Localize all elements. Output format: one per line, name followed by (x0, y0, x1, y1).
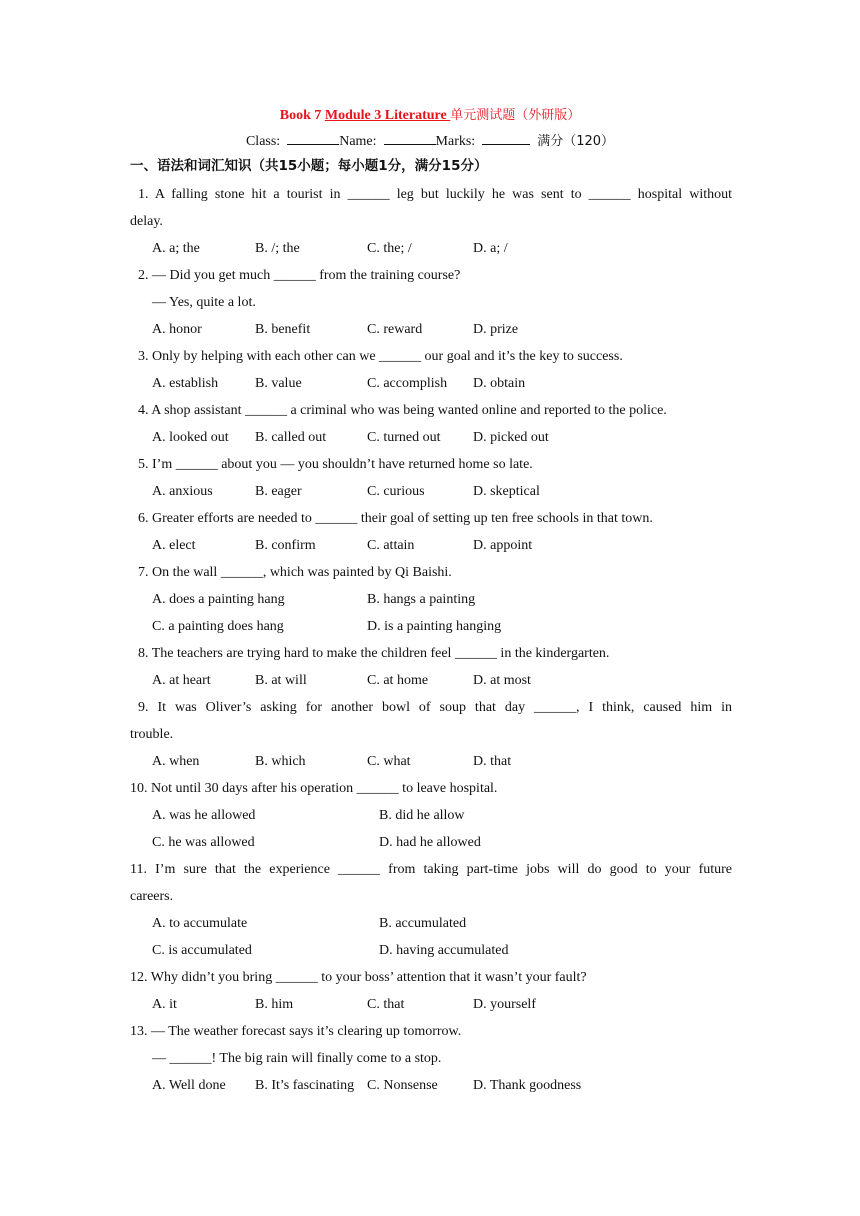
answer-option: A. to accumulate (152, 916, 248, 931)
full-score: 满分（120） (537, 134, 615, 149)
answer-option: D. is a painting hanging (367, 619, 502, 634)
section-heading: 一、语法和词汇知识（共15小题；每小题1分，满分15分） (130, 158, 488, 174)
answer-option: D. skeptical (473, 484, 540, 499)
answer-option: B. value (255, 376, 302, 391)
answer-option: C. the; / (367, 241, 412, 256)
question-stem: 10. Not until 30 days after his operation ______ to leave hospital. (130, 781, 498, 796)
answer-option: D. that (473, 754, 512, 769)
title-module: Module 3 Literature (324, 108, 451, 123)
class-blank (287, 132, 339, 145)
answer-option: B. called out (255, 430, 327, 445)
answer-option: A. looked out (152, 430, 229, 445)
answer-option: C. he was allowed (152, 835, 255, 850)
answer-option: D. a; / (473, 241, 508, 256)
answer-option: D. having accumulated (379, 943, 509, 958)
question-stem: 5. I’m ______ about you — you shouldn’t have returned home so late. (138, 457, 533, 472)
answer-option: B. hangs a painting (367, 592, 476, 607)
answer-option: D. picked out (473, 430, 549, 445)
question-stem: 6. Greater efforts are needed to ______ their goal of setting up ten free schools in that town. (138, 511, 653, 526)
answer-option: D. at most (473, 673, 531, 688)
answer-option: A. a; the (152, 241, 200, 256)
answer-option: D. obtain (473, 376, 526, 391)
answer-option: C. a painting does hang (152, 619, 284, 634)
answer-option: D. Thank goodness (473, 1078, 582, 1093)
answer-option: A. was he allowed (152, 808, 256, 823)
answer-option: C. Nonsense (367, 1078, 438, 1093)
question-stem: 2. — Did you get much ______ from the training course? (138, 268, 461, 283)
answer-option: C. that (367, 997, 405, 1012)
answer-option: C. is accumulated (152, 943, 252, 958)
answer-option: B. benefit (255, 322, 311, 337)
question-stem: 4. A shop assistant ______ a criminal who was being wanted online and reported to the police. (138, 403, 667, 418)
question-stem-continued: careers. (130, 889, 174, 904)
answer-option: C. curious (367, 484, 425, 499)
answer-option: B. accumulated (379, 916, 467, 931)
answer-option: D. yourself (473, 997, 536, 1012)
answer-option: B. did he allow (379, 808, 465, 823)
marks-blank (482, 132, 530, 145)
answer-option: C. accomplish (367, 376, 448, 391)
question-stem: 12. Why didn’t you bring ______ to your boss’ attention that it wasn’t your fault? (130, 970, 587, 985)
question-stem: 9. It was Oliver’s asking for another bowl of soup that day ______, I think, caused him in (138, 700, 732, 715)
answer-option: A. Well done (152, 1078, 226, 1093)
answer-option: D. had he allowed (379, 835, 481, 850)
answer-option: A. when (152, 754, 200, 769)
document-title (0, 107, 860, 125)
answer-option: D. prize (473, 322, 519, 337)
answer-option: C. turned out (367, 430, 441, 445)
question-reply: — Yes, quite a lot. (152, 295, 256, 310)
answer-option: C. at home (367, 673, 429, 688)
answer-option: A. does a painting hang (152, 592, 285, 607)
name-label: Name: (339, 134, 377, 149)
question-stem: 8. The teachers are trying hard to make the children feel ______ in the kindergarten. (138, 646, 610, 661)
question-stem: 7. On the wall ______, which was painted by Qi Baishi. (138, 565, 452, 580)
answer-option: A. honor (152, 322, 202, 337)
question-stem: 1. A falling stone hit a tourist in ______ leg but luckily he was sent to ______ hospital without (138, 187, 732, 202)
question-stem: 3. Only by helping with each other can we ______ our goal and it’s the key to success. (138, 349, 623, 364)
answer-option: A. at heart (152, 673, 211, 688)
marks-label: Marks: (435, 134, 476, 149)
answer-option: B. /; the (255, 241, 300, 256)
answer-option: C. what (367, 754, 411, 769)
question-stem: 11. I’m sure that the experience ______ from taking part-time jobs will do good to your future (130, 862, 732, 877)
question-reply: — ______! The big rain will finally come to a stop. (152, 1051, 442, 1066)
answer-option: B. him (255, 997, 294, 1012)
question-stem-continued: delay. (130, 214, 163, 229)
title-book: Book 7 (279, 108, 325, 123)
answer-option: B. which (255, 754, 306, 769)
answer-option: A. it (152, 997, 177, 1012)
title-suffix: 单元测试题（外研版） (450, 108, 581, 123)
answer-option: A. elect (152, 538, 196, 553)
answer-option: A. establish (152, 376, 219, 391)
answer-option: B. confirm (255, 538, 316, 553)
question-stem-continued: trouble. (130, 727, 174, 742)
name-blank (384, 132, 436, 145)
student-info-line (0, 132, 860, 151)
answer-option: B. It’s fascinating (255, 1078, 355, 1093)
answer-option: A. anxious (152, 484, 213, 499)
answer-option: D. appoint (473, 538, 533, 553)
answer-option: C. attain (367, 538, 415, 553)
answer-option: B. eager (255, 484, 302, 499)
class-label: Class: (245, 134, 281, 149)
question-stem: 13. — The weather forecast says it’s clearing up tomorrow. (130, 1024, 462, 1039)
answer-option: B. at will (255, 673, 307, 688)
answer-option: C. reward (367, 322, 423, 337)
